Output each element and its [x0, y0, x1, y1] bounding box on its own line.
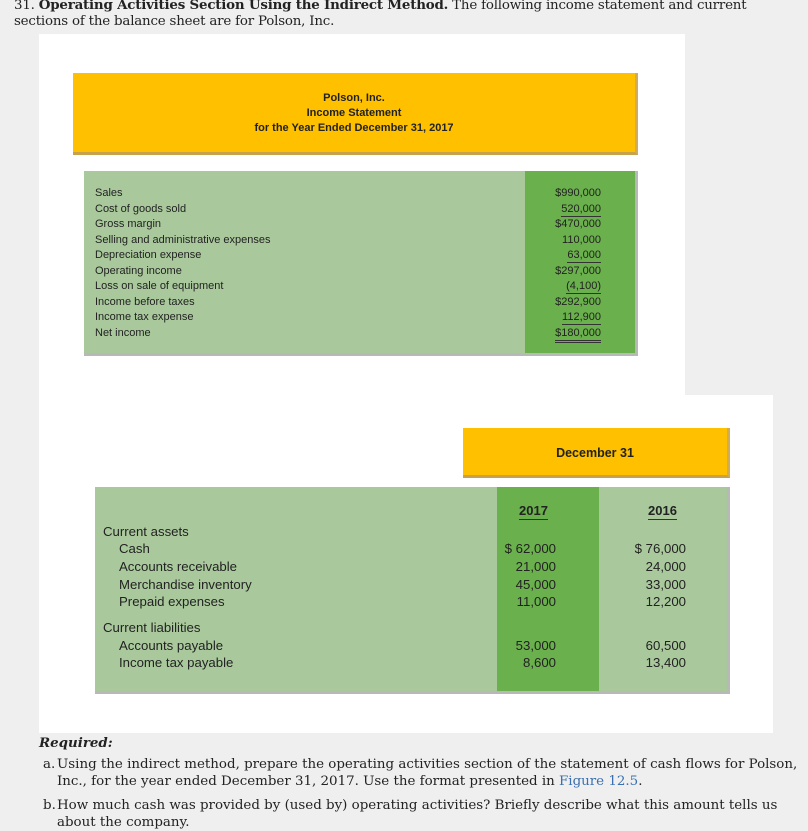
row-label: Income before taxes: [95, 295, 195, 308]
liability-value-2017: 53,000: [515, 637, 556, 653]
requirement-letter: b.: [43, 798, 56, 813]
balance-sheet-table: [95, 487, 730, 694]
requirement-a-text: Using the indirect method, prepare the operating activities section of the statement of cash flows for Polson, Inc., for the year ended December 31, 2017. Use the format presented in: [57, 757, 798, 789]
figure-link[interactable]: Figure 12.5: [559, 774, 639, 789]
problem-intro: The following income statement and current sections of the balance sheet are for Polson, Inc.: [14, 0, 747, 29]
requirement-b-text: How much cash was provided by (used by) operating activities? Briefly describe what this amount tells us about the company.: [57, 798, 778, 830]
liability-value-2016: 13,400: [645, 655, 686, 670]
asset-value-2016: $ 76,000: [634, 541, 686, 556]
asset-value-2017: 21,000: [515, 559, 556, 574]
row-value: $292,900: [555, 295, 601, 308]
current-liabilities-label: Current liabilities: [103, 620, 201, 635]
liability-value-2016: 60,500: [645, 637, 686, 653]
row-value: $180,000: [555, 326, 601, 343]
asset-value-2017: 45,000: [515, 576, 556, 592]
requirement-b: [39, 797, 799, 831]
row-label: Selling and administrative expenses: [95, 233, 271, 246]
asset-label: Prepaid expenses: [119, 594, 225, 609]
row-label: Loss on sale of equipment: [95, 280, 224, 292]
problem-number: 31.: [14, 0, 35, 13]
row-label: Operating income: [95, 264, 182, 277]
row-value: 110,000: [562, 233, 601, 246]
row-label: Depreciation expense: [95, 249, 202, 261]
asset-label: Cash: [119, 541, 150, 556]
income-statement-table: [84, 171, 638, 356]
row-label: Income tax expense: [95, 311, 194, 323]
statement-period: for the Year Ended December 31, 2017: [254, 122, 454, 134]
row-label: Gross margin: [95, 218, 162, 230]
requirement-letter: a.: [43, 757, 56, 772]
row-value: $297,000: [555, 264, 601, 277]
row-label: Net income: [95, 326, 151, 339]
year-2016-header: 2016: [648, 503, 677, 518]
liability-label: Accounts payable: [119, 637, 224, 653]
liability-label: Income tax payable: [119, 655, 234, 670]
asset-value-2017: $ 62,000: [504, 541, 556, 556]
row-value: 112,900: [562, 311, 601, 323]
income-statement-header: [73, 73, 638, 155]
current-assets-label: Current assets: [103, 524, 189, 539]
asset-value-2016: 12,200: [645, 594, 686, 609]
row-value: 63,000: [567, 249, 601, 261]
asset-value-2016: 24,000: [645, 559, 686, 574]
required-heading: Required:: [39, 735, 113, 751]
balance-sheet-header: December 31: [463, 428, 730, 478]
asset-label: Accounts receivable: [119, 559, 238, 574]
row-value: (4,100): [566, 280, 601, 292]
row-label: Sales: [95, 187, 123, 199]
row-value: 520,000: [561, 202, 601, 215]
statement-title: Income Statement: [306, 107, 402, 119]
liability-value-2017: 8,600: [522, 655, 556, 670]
row-value: $990,000: [555, 187, 601, 199]
company-name: Polson, Inc.: [323, 92, 385, 104]
year-2017-header: 2017: [519, 503, 548, 518]
problem-statement: [14, 0, 794, 30]
requirement-a: [39, 756, 799, 790]
problem-title: Operating Activities Section Using the Indirect Method.: [38, 0, 449, 13]
required-section: [39, 735, 799, 831]
asset-label: Merchandise inventory: [119, 576, 252, 592]
requirement-a-end: .: [638, 774, 643, 789]
row-label: Cost of goods sold: [95, 202, 187, 215]
asset-value-2016: 33,000: [645, 576, 686, 592]
asset-value-2017: 11,000: [516, 594, 556, 609]
row-value: $470,000: [555, 218, 601, 230]
